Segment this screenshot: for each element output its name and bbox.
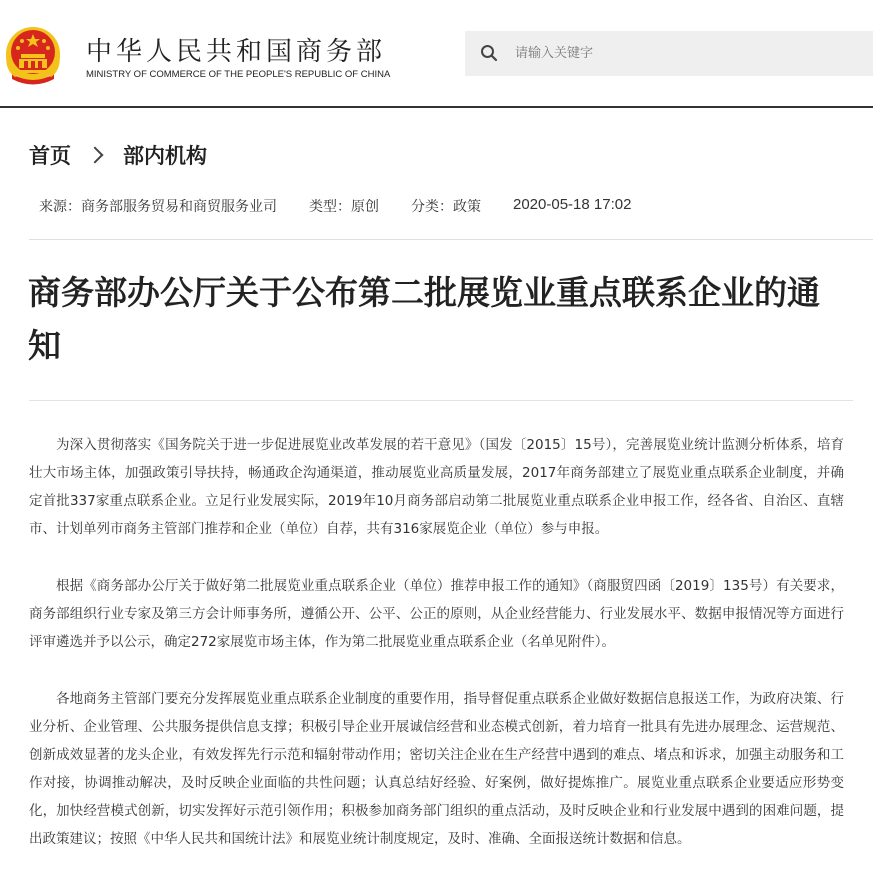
search-box [465, 31, 873, 76]
ministry-name-en: MINISTRY OF COMMERCE OF THE PEOPLE'S REPUBLIC OF CHINA [86, 69, 391, 80]
article-paragraph: 根据《商务部办公厅关于做好第二批展览业重点联系企业（单位）推荐申报工作的通知》（商服贸四函〔2019〕135号）有关要求，商务部组织行业专家及第三方会计师事务所，遵循公开、公平、公正的原则，从企业经营能力、行业发展水平、数据申报情况等方面进行评审遴选并予以公示，确定272家展览市场主体，作为第二批展览业重点联系企业（名单见附件）。 [29, 578, 844, 650]
article-paragraph: 为深入贯彻落实《国务院关于进一步促进展览业改革发展的若干意见》（国发〔2015〕15号），完善展览业统计监测分析体系，培育壮大市场主体，加强政策引导扶持，畅通政企沟通渠道，推动展览业高质量发展，2017年商务部建立了展览业重点联系企业制度，并确定首批337家重点联系企业。立足行业发展实际，2019年10月商务部启动第二批展览业重点联系企业申报工作，经各省、自治区、直辖市、计划单列市商务主管部门推荐和企业（单位）自荐，共有316家展览企业（单位）参与申报。 [29, 437, 844, 537]
article-paragraph: 各地商务主管部门要充分发挥展览业重点联系企业制度的重要作用，指导督促重点联系企业做好数据信息报送工作，为政府决策、行业分析、企业管理、公共服务提供信息支撑；积极引导企业开展诚信经营和业态模式创新，着力培育一批具有先进办展理念、运营规范、创新成效显著的龙头企业，有效发挥先行示范和辐射带动作用；密切关注企业在生产经营中遇到的难点、堵点和诉求，加强主动服务和工作对接，协调推动解决，及时反映企业面临的共性问题；认真总结好经验、好案例，做好提炼推广。展览业重点联系企业要适应形势变化，加快经营模式创新，切实发挥好示范引领作用；积极参加商务部门组织的重点活动，及时反映企业和行业发展中遇到的困难问题，提出政策建议；按照《中华人民共和国统计法》和展览业统计制度规定，及时、准确、全面报送统计数据和信息。 [29, 691, 844, 847]
meta-category: 分类：政策 [411, 199, 481, 215]
meta-source: 来源：商务部服务贸易和商贸服务业司 [39, 199, 277, 215]
search-input[interactable] [515, 31, 855, 76]
meta-date: 2020-05-18 17:02 [513, 196, 632, 213]
article-body [29, 431, 844, 882]
meta-type: 类型：原创 [309, 199, 379, 215]
article-title: 商务部办公厅关于公布第二批展览业重点联系企业的通知 [28, 273, 820, 365]
meta-divider [29, 239, 873, 240]
title-divider [29, 400, 853, 401]
chevron-right-icon [87, 147, 104, 164]
breadcrumb-current-link[interactable]: 部内机构 [123, 144, 207, 168]
search-icon[interactable] [480, 44, 498, 62]
national-emblem-icon[interactable] [4, 24, 62, 86]
breadcrumb-home-link[interactable]: 首页 [29, 144, 71, 168]
ministry-name-cn: 中华人民共和国商务部 [86, 37, 387, 67]
article-meta [39, 196, 663, 216]
site-header [0, 0, 873, 108]
breadcrumb [29, 141, 207, 169]
